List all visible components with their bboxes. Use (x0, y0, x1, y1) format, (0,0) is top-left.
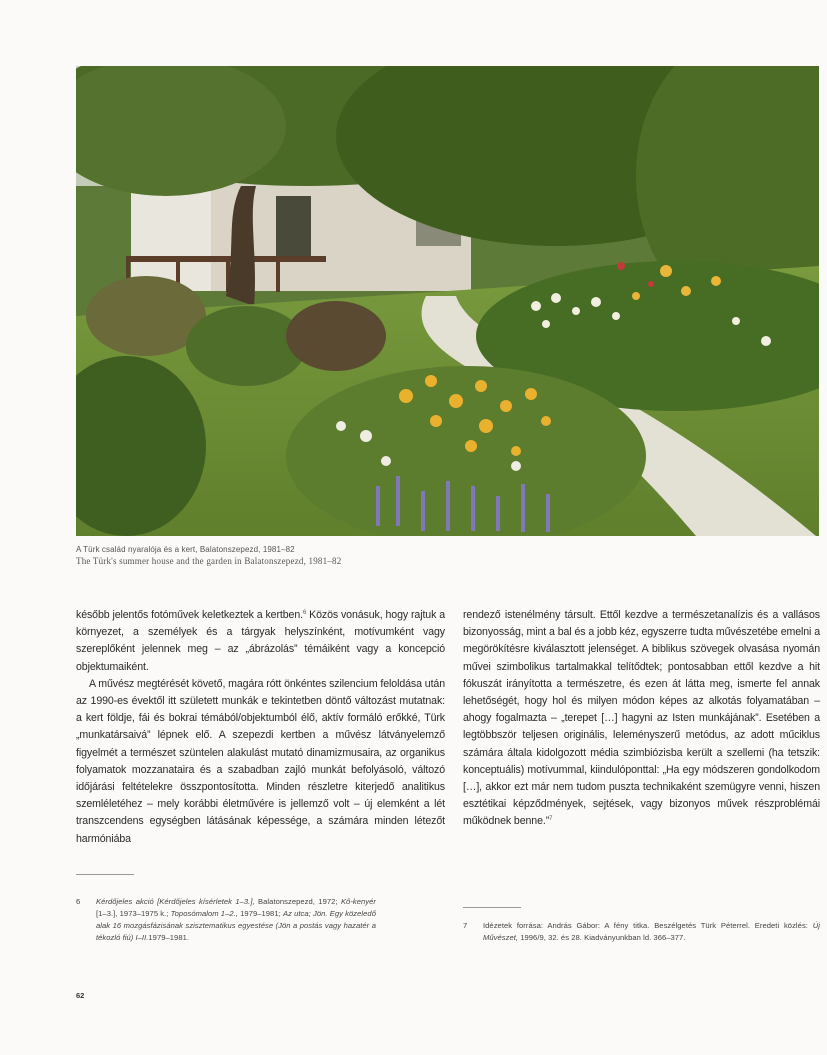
text-run: 1996/9, 32. és 28. Kiadványunkban ld. 366–377. (518, 933, 686, 942)
footnote-text (76, 896, 376, 944)
photo-caption (76, 544, 636, 567)
text-run: Új Művészet, (483, 921, 820, 942)
text-run: Idézetek forrása: András Gábor: A fény titka. Beszélgetés Türk Péterrel. Eredeti közlés: (483, 921, 813, 930)
text-run: Az utca; Jön. Egy közeledő alak 16 mozgásfázisának szisztematikus egyestése (Jön a postás vagy hazatér a tékozló fiú) I–II. (96, 909, 376, 942)
text-run: Toposómalom 1–2., (170, 909, 238, 918)
garden-photo-image (76, 66, 819, 536)
footnote-divider (463, 907, 521, 908)
body-column-left (76, 607, 445, 848)
garden-photo (76, 66, 819, 536)
text-run: 1979–1981; (237, 909, 283, 918)
text-run: rendező istenélmény társult. Ettől kezdve a természetanalízis és a vallásos bizonyosság, mint a bal és a jobb kéz, egyszerre tudta művészetébe emelni a megörökítésre kiválasztott jelenséget. A biblikus szövegek olvasása nyomán művei szimbolikus tartalmakkal telítődtek; pontosabban ettől kezdve a hit fókuszát irányította a természetre, és ezen át látta meg, ismerte fel annak lehetőségét, hogy hol és milyen módon képes az alkotás folyamatában – ahogy fogalmazta – „terepet […] hagyni az Isten munkájának”. Esetében a legtöbbször teljesen originális, leleményszerű metódus, az adott műciklus számára általa kidolgozott média szimbiózisba került a szellemi (ha tetszik: konceptuális) motívummal, kiindulóponttal: „Ha egy módszeren gondolkodom […], akkor ezt már nem tudom puszta technikaként szemügyre venni, hiszen esztétikai képződmények, sejtések, vagy bizonyos művek részproblémái működnek benne.” (463, 609, 820, 828)
footnote-7 (463, 920, 820, 944)
paragraph (76, 607, 445, 676)
body-column-right (463, 607, 820, 831)
footnote-number: 6 (76, 897, 81, 906)
paragraph: A művész megtérését követő, magára rótt önkéntes szilencium feloldása után az 1990-es évektől itt született munkák e tekintetben döntő változást mutatnak: a kert földje, fái és bokrai témából/objektumból élő, aktív formáló erőkké, Türk „munkatársaivá” lépnek elő. A szepezdi kertben a művész látványelemző figyelmét a természet szüntelen alakulást mutató dinamizmusaira, az organikus folyamatok mozzanataira és a szabadban zajló munkát befolyásoló, változó időjárási feltételekre összpontosította. Minden részletre kiterjedő analitikus szemléletéhez – mely korábbi életművére is jellemző volt – új elemként a lét transzcendens egységben látásának képessége, a számára minden létezőt harmóniába (76, 677, 445, 845)
paragraph (463, 607, 820, 831)
text-run: Közös vonásuk, hogy rajtuk a környezet, a személyek és a tárgyak helyszínként, motívumként vagy szereplőként jelennek meg – az „ábrázolás” témáiként vagy a koncepció objektumaiként. (76, 609, 445, 673)
text-run: Balatonszepezd, 1972; (254, 897, 341, 906)
text-run: [1–3.], 1973–1975 k.; (96, 909, 171, 918)
page-number: 62 (76, 991, 85, 1000)
footnote-number: 7 (463, 921, 468, 930)
footnote-ref-6[interactable]: 6 (302, 610, 307, 616)
footnote-6 (76, 896, 376, 944)
caption-english: The Türk's summer house and the garden in Balatonszepezd, 1981–82 (76, 556, 342, 566)
footnote-text (463, 920, 820, 944)
text-run: 1979–1981. (148, 933, 190, 942)
footnote-divider (76, 874, 134, 875)
text-run: Kérdőjeles akció [Kérdőjeles kísérletek 1–3.], (96, 897, 255, 906)
text-run: később jelentős fotóművek keletkeztek a kertben. (76, 609, 303, 621)
footnote-ref-7[interactable]: 7 (549, 816, 553, 823)
text-run: Kő-kenyér (340, 897, 376, 906)
caption-hungarian: A Türk család nyaralója és a kert, Balatonszepezd, 1981–82 (76, 545, 295, 554)
